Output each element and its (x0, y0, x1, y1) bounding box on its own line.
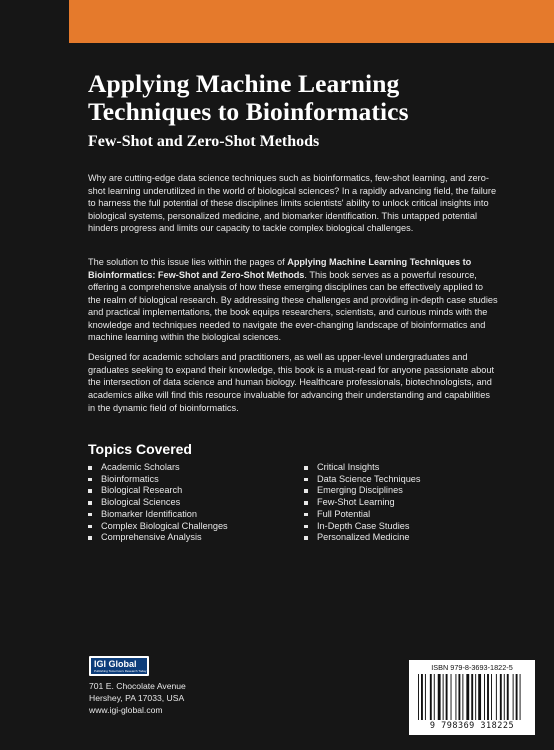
barcode-bar (484, 674, 485, 720)
barcode-bar (466, 674, 469, 720)
barcode-bar (520, 674, 521, 720)
logo-background (91, 658, 147, 674)
topic-item: Few-Shot Learning (304, 497, 421, 509)
topic-item: Bioinformatics (88, 474, 228, 486)
paragraph-2-intro: The solution to this issue lies within the pages of (88, 257, 288, 267)
logo-tagline: Publishing Tomorrow's Research Today (94, 669, 147, 673)
barcode-bar (446, 674, 448, 720)
top-accent-bar (69, 0, 554, 43)
topic-item: Biological Research (88, 485, 228, 497)
topics-list-right (304, 462, 421, 544)
barcode-bar (516, 674, 518, 720)
address-street: 701 E. Chocolate Avenue (89, 681, 186, 691)
publisher-address (89, 681, 186, 716)
topic-item: In-Depth Case Studies (304, 521, 421, 533)
topic-item: Academic Scholars (88, 462, 228, 474)
barcode-bar (425, 674, 426, 720)
barcode-bar (478, 674, 481, 720)
barcode-bar (475, 674, 476, 720)
topics-heading: Topics Covered (88, 441, 192, 457)
barcode-icon (418, 674, 528, 720)
title-line-2: Techniques to Bioinformatics (88, 97, 409, 126)
isbn-label: ISBN 979-8-3693-1822-5 (431, 663, 513, 672)
back-cover-content (88, 69, 498, 413)
barcode-bar (443, 674, 444, 720)
topic-item: Full Potential (304, 509, 421, 521)
barcode-bar (471, 674, 473, 720)
barcode-bar (462, 674, 463, 720)
description-paragraph-1: Why are cutting-edge data science techniques such as bioinformatics, few-shot learning, and zero-shot learning underutilized in the world of biological sciences? In a rapidly advancing field, the failure to harness the full potential of these disciplines limits scientists' ability to unlock critical insights into biological systems, personalized medicine, and biomarker identification. This untapped potential hinders progress and limits our capacity to tackle complex biological challenges. (88, 173, 497, 233)
topic-item: Biomarker Identification (88, 509, 228, 521)
publisher-website-link[interactable]: www.igi-global.com (89, 704, 163, 715)
barcode-bar (418, 674, 419, 720)
barcode-bar (491, 674, 492, 720)
barcode-bar (451, 674, 452, 720)
topic-item: Biological Sciences (88, 497, 228, 509)
barcode-bar (487, 674, 489, 720)
title-line-1: Applying Machine Learning (88, 69, 400, 98)
isbn-barcode-block (409, 660, 535, 735)
topic-item: Emerging Disciplines (304, 485, 421, 497)
address-city: Hershey, PA 17033, USA (89, 692, 185, 703)
barcode-bar (504, 674, 505, 720)
book-subtitle: Few-Shot and Zero-Shot Methods (88, 133, 320, 150)
barcode-bar (513, 674, 514, 720)
topic-item: Complex Biological Challenges (88, 521, 228, 533)
description-paragraph-2 (88, 256, 498, 344)
barcode-bar (455, 674, 456, 720)
topic-item: Critical Insights (304, 462, 421, 474)
book-title (88, 70, 498, 126)
barcode-bar (500, 674, 502, 720)
barcode-bar (434, 674, 435, 720)
publisher-logo (89, 656, 149, 676)
paragraph-2-body: . This book serves as a powerful resource, offering a comprehensive analysis of how these emerging disciplines can be effectively applied to the realm of biological research. By addressing these challenges and providing in-depth case studies and practical implementations, the book equips researchers, scientists, and curious minds with the knowledge and techniques needed to navigate the ever-changing landscape of bioinformatics and machine learning within the biological sciences. (88, 269, 498, 342)
topic-item: Comprehensive Analysis (88, 532, 228, 544)
barcode-bar (458, 674, 460, 720)
barcode-bar (496, 674, 497, 720)
barcode-number: 9 798369 318225 (429, 721, 515, 731)
topic-item: Personalized Medicine (304, 532, 421, 544)
logo-wordmark: IGI Global (94, 659, 137, 669)
paragraph-2-book-title: Applying Machine Learning Techniques to Bioinformatics: Few-Shot and Zero-Shot Methods (88, 257, 472, 280)
topics-list-left (88, 462, 228, 544)
description-paragraph-3: Designed for academic scholars and practitioners, as well as upper-level undergraduates and graduates seeking to expand their knowledge, this book is a must-read for anyone passionate about the intersection of data science and human biology. Healthcare professionals, biotechnologists, and academics alike will find this resource invaluable for advancing their understanding and capabilities in the dynamic field of bioinformatics. (88, 352, 495, 413)
barcode-bar (430, 674, 432, 720)
barcode-bar (507, 674, 509, 720)
topic-item: Data Science Techniques (304, 474, 421, 486)
barcode-bar (421, 674, 423, 720)
barcode-bar (438, 674, 441, 720)
